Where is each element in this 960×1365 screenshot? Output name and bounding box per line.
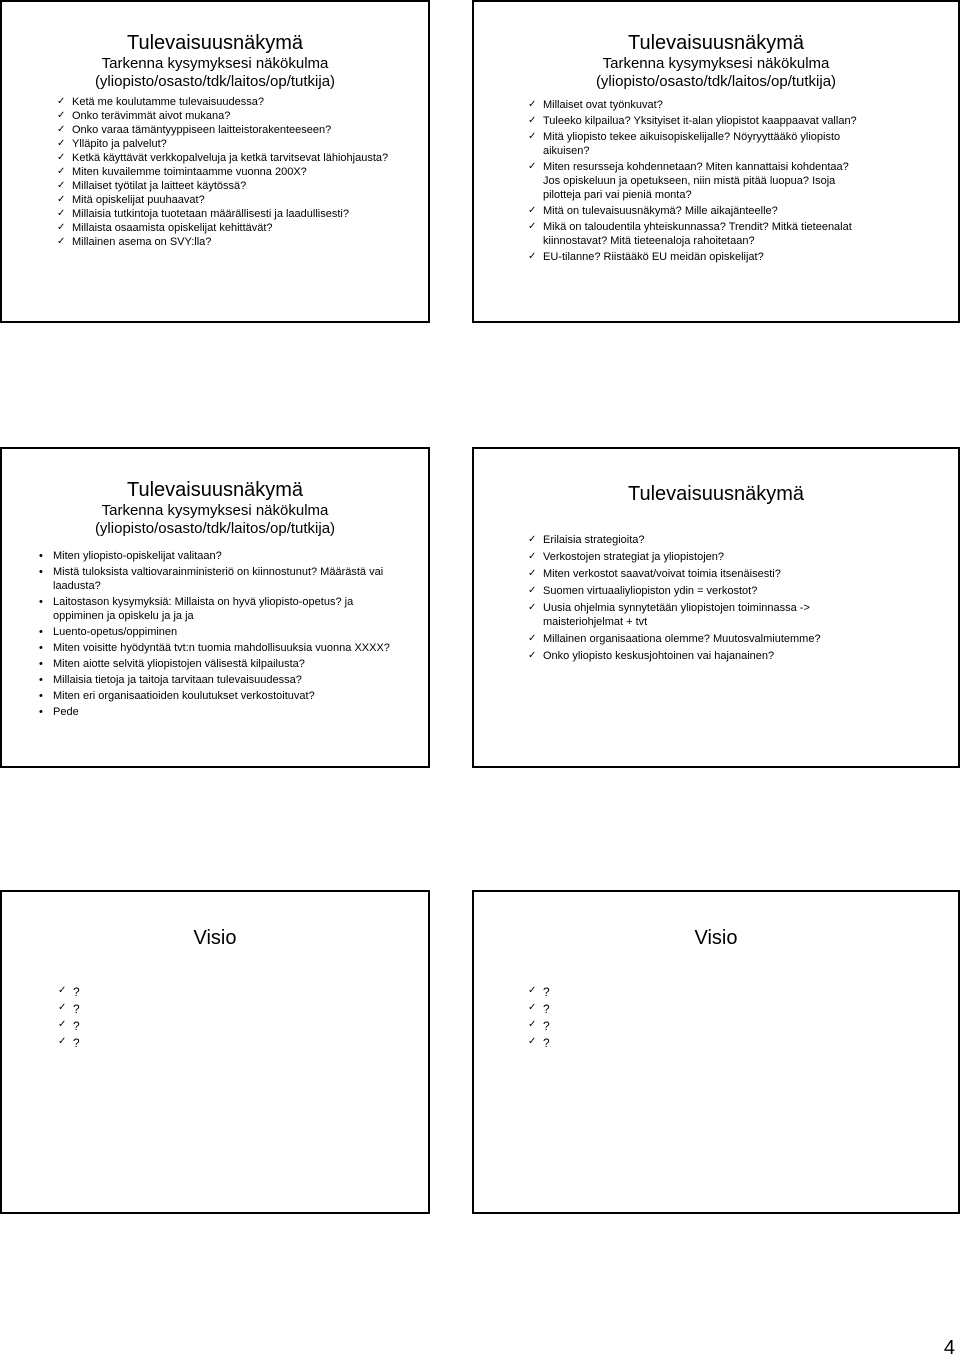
check-icon: ✓ <box>57 166 66 177</box>
bullet-dot-icon: • <box>39 596 43 608</box>
bullet-list <box>38 549 398 719</box>
list-item: ✓ Onko varaa tämäntyyppiseen laitteistorakenteeseen? <box>57 124 332 136</box>
check-icon: ✓ <box>57 236 66 247</box>
check-icon: ✓ <box>528 221 537 232</box>
slide-title: Tulevaisuusnäkymä <box>627 32 804 54</box>
check-icon: ✓ <box>57 208 66 219</box>
list-item: ✓ Verkostojen strategiat ja yliopistojen? <box>528 551 724 563</box>
slide-subtitle: Tarkenna kysymyksesi näkökulma <box>602 55 830 72</box>
check-icon: ✓ <box>528 534 537 545</box>
check-icon: ✓ <box>58 985 67 996</box>
check-icon: ✓ <box>528 115 537 126</box>
list-item: ✓ EU-tilanne? Riistääkö EU meidän opiskelijat? <box>528 251 764 263</box>
list-item: ✓ ? <box>528 985 550 999</box>
check-icon: ✓ <box>528 633 537 644</box>
list-item: ✓ Onko yliopisto keskusjohtoinen vai hajanainen? <box>528 650 775 662</box>
bullet-list <box>528 533 858 663</box>
check-icon: ✓ <box>58 1002 67 1013</box>
slide-1 <box>0 0 430 323</box>
list-item: • Laitostason kysymyksiä: Millaista on hyvä yliopisto-opetus? ja oppiminen ja opiskelu ja ja ja <box>39 596 354 622</box>
list-item: ✓ Ylläpito ja palvelut? <box>57 138 167 150</box>
list-item: ✓ Erilaisia strategioita? <box>528 534 645 546</box>
check-icon: ✓ <box>528 99 537 110</box>
list-item: ✓ Millainen organisaationa olemme? Muutosvalmiutemme? <box>528 633 821 645</box>
slide-5 <box>0 890 430 1214</box>
slide-header <box>474 2 958 91</box>
slide-3 <box>0 447 430 768</box>
bullet-dot-icon: • <box>39 658 43 670</box>
list-item: • Millaisia tietoja ja taitoja tarvitaan tulevaisuudessa? <box>39 674 302 686</box>
check-icon: ✓ <box>58 1036 67 1047</box>
check-icon: ✓ <box>528 1036 537 1047</box>
bullet-dot-icon: • <box>39 550 43 562</box>
check-icon: ✓ <box>528 131 537 142</box>
list-item: ✓ Onko terävimmät aivot mukana? <box>57 110 231 122</box>
list-item: ✓ ? <box>58 985 80 999</box>
slide-title: Visio <box>694 927 738 949</box>
list-item: • Miten voisitte hyödyntää tvt:n tuomia mahdollisuuksia vuonna XXXX? <box>39 642 390 654</box>
list-item: ✓ Suomen virtuaaliyliopiston ydin = verkostot? <box>528 585 758 597</box>
check-icon: ✓ <box>57 222 66 233</box>
slide-2 <box>472 0 960 323</box>
check-icon: ✓ <box>528 602 537 613</box>
check-icon: ✓ <box>57 138 66 149</box>
slide-subtitle-scope: (yliopisto/osasto/tdk/laitos/op/tutkija) <box>595 73 837 90</box>
list-item: ✓ Millaisia tutkintoja tuotetaan määrällisesti ja laadullisesti? <box>57 208 349 220</box>
check-icon: ✓ <box>528 251 537 262</box>
bullet-list <box>57 95 402 249</box>
check-icon: ✓ <box>528 585 537 596</box>
bullet-dot-icon: • <box>39 706 43 718</box>
list-item: ✓ Mikä on taloudentila yhteiskunnassa? Trendit? Mitkä tieteenalat kiinnostavat? Mitä tieteenaloja rahoitetaan? <box>528 221 852 247</box>
check-icon: ✓ <box>57 110 66 121</box>
list-item: • Mistä tuloksista valtiovarainministeriö on kiinnostunut? Määrästä vai laadusta? <box>39 566 384 592</box>
check-icon: ✓ <box>528 1002 537 1013</box>
slide-subtitle: Tarkenna kysymyksesi näkökulma <box>101 502 329 519</box>
check-icon: ✓ <box>57 180 66 191</box>
list-item: ✓ Uusia ohjelmia synnytetään yliopistojen toiminnassa -> maisteriohjelmat + tvt <box>528 602 810 628</box>
list-item: ✓ Miten resursseja kohdennetaan? Miten kannattaisi kohdentaa? Jos opiskeluun ja opetukseen, niin mistä pitää luopua? Isoja pilotteja pari vai pieniä monta? <box>528 161 849 201</box>
list-item: ✓ Tuleeko kilpailua? Yksityiset it-alan yliopistot kaappaavat vallan? <box>528 115 857 127</box>
bullet-list <box>58 984 428 1052</box>
slide-6 <box>472 890 960 1214</box>
list-item: • Miten yliopisto-opiskelijat valitaan? <box>39 550 222 562</box>
check-icon: ✓ <box>57 96 66 107</box>
list-item: • Miten eri organisaatioiden koulutukset verkostoituvat? <box>39 690 315 702</box>
check-icon: ✓ <box>57 194 66 205</box>
list-item: ✓ Ketkä käyttävät verkkopalveluja ja ketkä tarvitsevat lähiohjausta? <box>57 152 389 164</box>
slide-4 <box>472 447 960 768</box>
list-item: ✓ Millaista osaamista opiskelijat kehittävät? <box>57 222 273 234</box>
list-item: ✓ Mitä on tulevaisuusnäkymä? Mille aikajänteelle? <box>528 205 778 217</box>
check-icon: ✓ <box>528 985 537 996</box>
list-item: • Miten aiotte selvitä yliopistojen välisestä kilpailusta? <box>39 658 305 670</box>
list-item: ✓ Millaiset ovat työnkuvat? <box>528 99 663 111</box>
bullet-list <box>528 98 858 264</box>
bullet-dot-icon: • <box>39 566 43 578</box>
check-icon: ✓ <box>528 205 537 216</box>
list-item: ✓ Miten kuvailemme toimintaamme vuonna 200X? <box>57 166 307 178</box>
slide-title: Tulevaisuusnäkymä <box>126 32 303 54</box>
slide-header <box>474 892 958 950</box>
check-icon: ✓ <box>528 568 537 579</box>
list-item: • Luento-opetus/oppiminen <box>39 626 178 638</box>
slide-title: Tulevaisuusnäkymä <box>627 483 804 505</box>
list-item: • Pede <box>39 706 79 718</box>
bullet-dot-icon: • <box>39 642 43 654</box>
check-icon: ✓ <box>528 1019 537 1030</box>
list-item: ✓ Millainen asema on SVY:lla? <box>57 236 212 248</box>
slide-subtitle-scope: (yliopisto/osasto/tdk/laitos/op/tutkija) <box>94 520 336 537</box>
list-item: ✓ ? <box>528 1036 550 1050</box>
bullet-dot-icon: • <box>39 674 43 686</box>
slide-header <box>2 892 428 950</box>
list-item: ✓ Miten verkostot saavat/voivat toimia itsenäisesti? <box>528 568 781 580</box>
bullet-dot-icon: • <box>39 690 43 702</box>
slide-header <box>2 449 428 538</box>
bullet-list <box>528 984 958 1052</box>
list-item: ✓ ? <box>528 1019 550 1033</box>
list-item: ✓ ? <box>58 1002 80 1016</box>
list-item: ✓ Mitä opiskelijat puuhaavat? <box>57 194 205 206</box>
slide-header <box>474 449 958 506</box>
check-icon: ✓ <box>528 650 537 661</box>
slide-subtitle: Tarkenna kysymyksesi näkökulma <box>101 55 329 72</box>
list-item: ✓ Ketä me koulutamme tulevaisuudessa? <box>57 96 264 108</box>
slide-header <box>2 2 428 91</box>
check-icon: ✓ <box>57 124 66 135</box>
slide-title: Tulevaisuusnäkymä <box>126 479 303 501</box>
list-item: ✓ Mitä yliopisto tekee aikuisopiskelijalle? Nöyryyttääkö yliopisto aikuisen? <box>528 131 841 157</box>
list-item: ✓ ? <box>528 1002 550 1016</box>
check-icon: ✓ <box>58 1019 67 1030</box>
check-icon: ✓ <box>57 152 66 163</box>
list-item: ✓ ? <box>58 1019 80 1033</box>
slide-subtitle-scope: (yliopisto/osasto/tdk/laitos/op/tutkija) <box>94 73 336 90</box>
list-item: ✓ Millaiset työtilat ja laitteet käytössä? <box>57 180 247 192</box>
check-icon: ✓ <box>528 161 537 172</box>
page-number: 4 <box>943 1337 955 1359</box>
slide-title: Visio <box>193 927 237 949</box>
check-icon: ✓ <box>528 551 537 562</box>
bullet-dot-icon: • <box>39 626 43 638</box>
list-item: ✓ ? <box>58 1036 80 1050</box>
